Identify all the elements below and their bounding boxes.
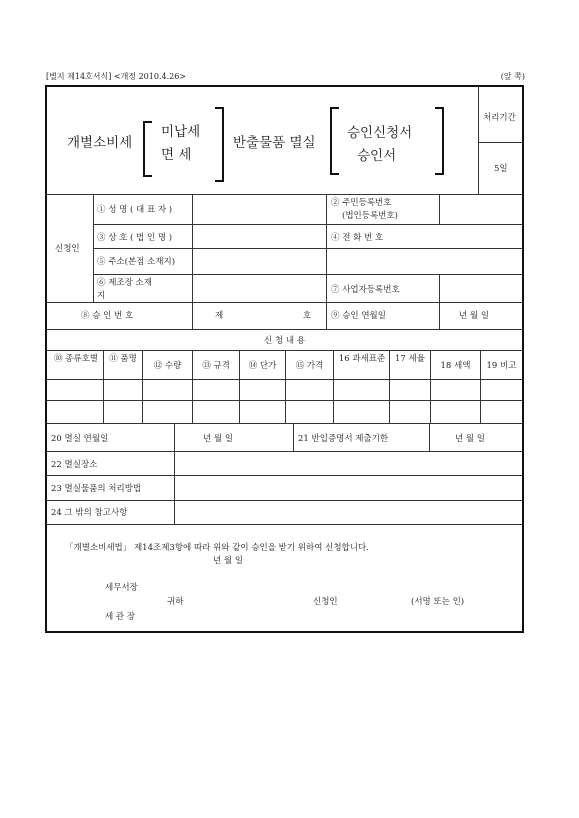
other-notes-label: 24 그 밖의 참고사항 [51,508,128,518]
applicant-section-label: 신청인 [55,244,80,254]
content-section-title: 신 청 내 용 [264,336,305,346]
title-prefix: 개별소비세 [67,135,133,151]
field-business-no-label: ⑦ 사업자등록번호 [331,285,400,295]
field-corp-no-label: (법인등록번호) [342,211,398,221]
recipient-suffix: 귀하 [167,597,184,607]
recipient-tax-office: 세무서장 [105,583,138,593]
processing-period-value: 5일 [494,164,508,174]
declaration-date: 년 월 일 [213,556,244,566]
col-price: ⑮ 가격 [295,361,324,371]
declaration-text: 「개별소비세법」 제14조제3항에 따라 위와 같이 승인을 받기 위하여 신청합니다. [65,543,369,553]
title-block [47,87,522,195]
bracket-right-1 [215,107,224,182]
col-spec: ⑬ 규격 [202,361,230,371]
field-address-label: ⑤ 주소(본점 소재지) [97,257,176,267]
loss-date-label: 20 멸실 연월일 [51,434,109,444]
certificate-deadline-value: 년 월 일 [455,434,486,444]
bracket-right-2 [435,107,444,175]
loss-date-value: 년 월 일 [203,434,234,444]
col-remarks: 19 비고 [486,361,517,371]
disposal-method-label: 23 멸실물품의 처리방법 [51,484,142,494]
approval-no-prefix: 제 [215,311,224,321]
col-type: ⑩ 종류호별 [53,354,99,364]
bracket-left-2 [330,107,339,175]
field-resident-no-label: ② 주민등록번호 [331,198,392,208]
col-quantity: ⑫ 수량 [153,361,182,371]
field-company-label: ③ 상 호 ( 법 인 명 ) [97,233,173,243]
title-option-application: 승인신청서 [347,125,413,141]
certificate-deadline-label: 21 반입증명서 제출기한 [298,434,389,444]
field-factory-label-cont: 지 [97,291,106,301]
processing-period-label: 처리기간 [483,113,516,123]
signature-note: (서명 또는 인) [411,597,465,607]
loss-place-label: 22 멸실장소 [51,460,98,470]
form-sheet [45,85,524,633]
field-factory-label: ⑥ 제조장 소재 [97,278,152,288]
col-tax-base: 16 과세표준 [338,354,386,364]
col-tax-rate: 17 세율 [395,354,425,364]
title-option-unpaid: 미납세 [161,124,201,140]
col-unit-price: ⑭ 단가 [248,361,277,371]
col-tax-amount: 18 세액 [440,361,471,371]
field-phone-label: ④ 전 화 번 호 [331,233,384,243]
approval-date-value: 년 월 일 [459,311,490,321]
col-item-name: ⑪ 품명 [109,354,137,364]
title-middle: 반출물품 멸실 [233,135,316,151]
form-number: [별지 제14호서식] <개정 2010.4.26> [46,72,186,81]
approval-date-label: ⑨ 승인 연월일 [331,311,386,321]
title-option-exempt: 면 세 [161,147,192,163]
recipient-customs: 세 관 장 [105,612,136,622]
applicant-label: 신청인 [313,597,338,607]
bracket-left-1 [143,121,152,177]
approval-no-suffix: 호 [303,311,312,321]
page-side: (앞 쪽) [500,72,525,81]
title-option-approval: 승인서 [357,148,397,164]
approval-no-label: ⑧ 승 인 번 호 [81,311,134,321]
field-name-label: ① 성 명 ( 대 표 자 ) [97,205,173,215]
